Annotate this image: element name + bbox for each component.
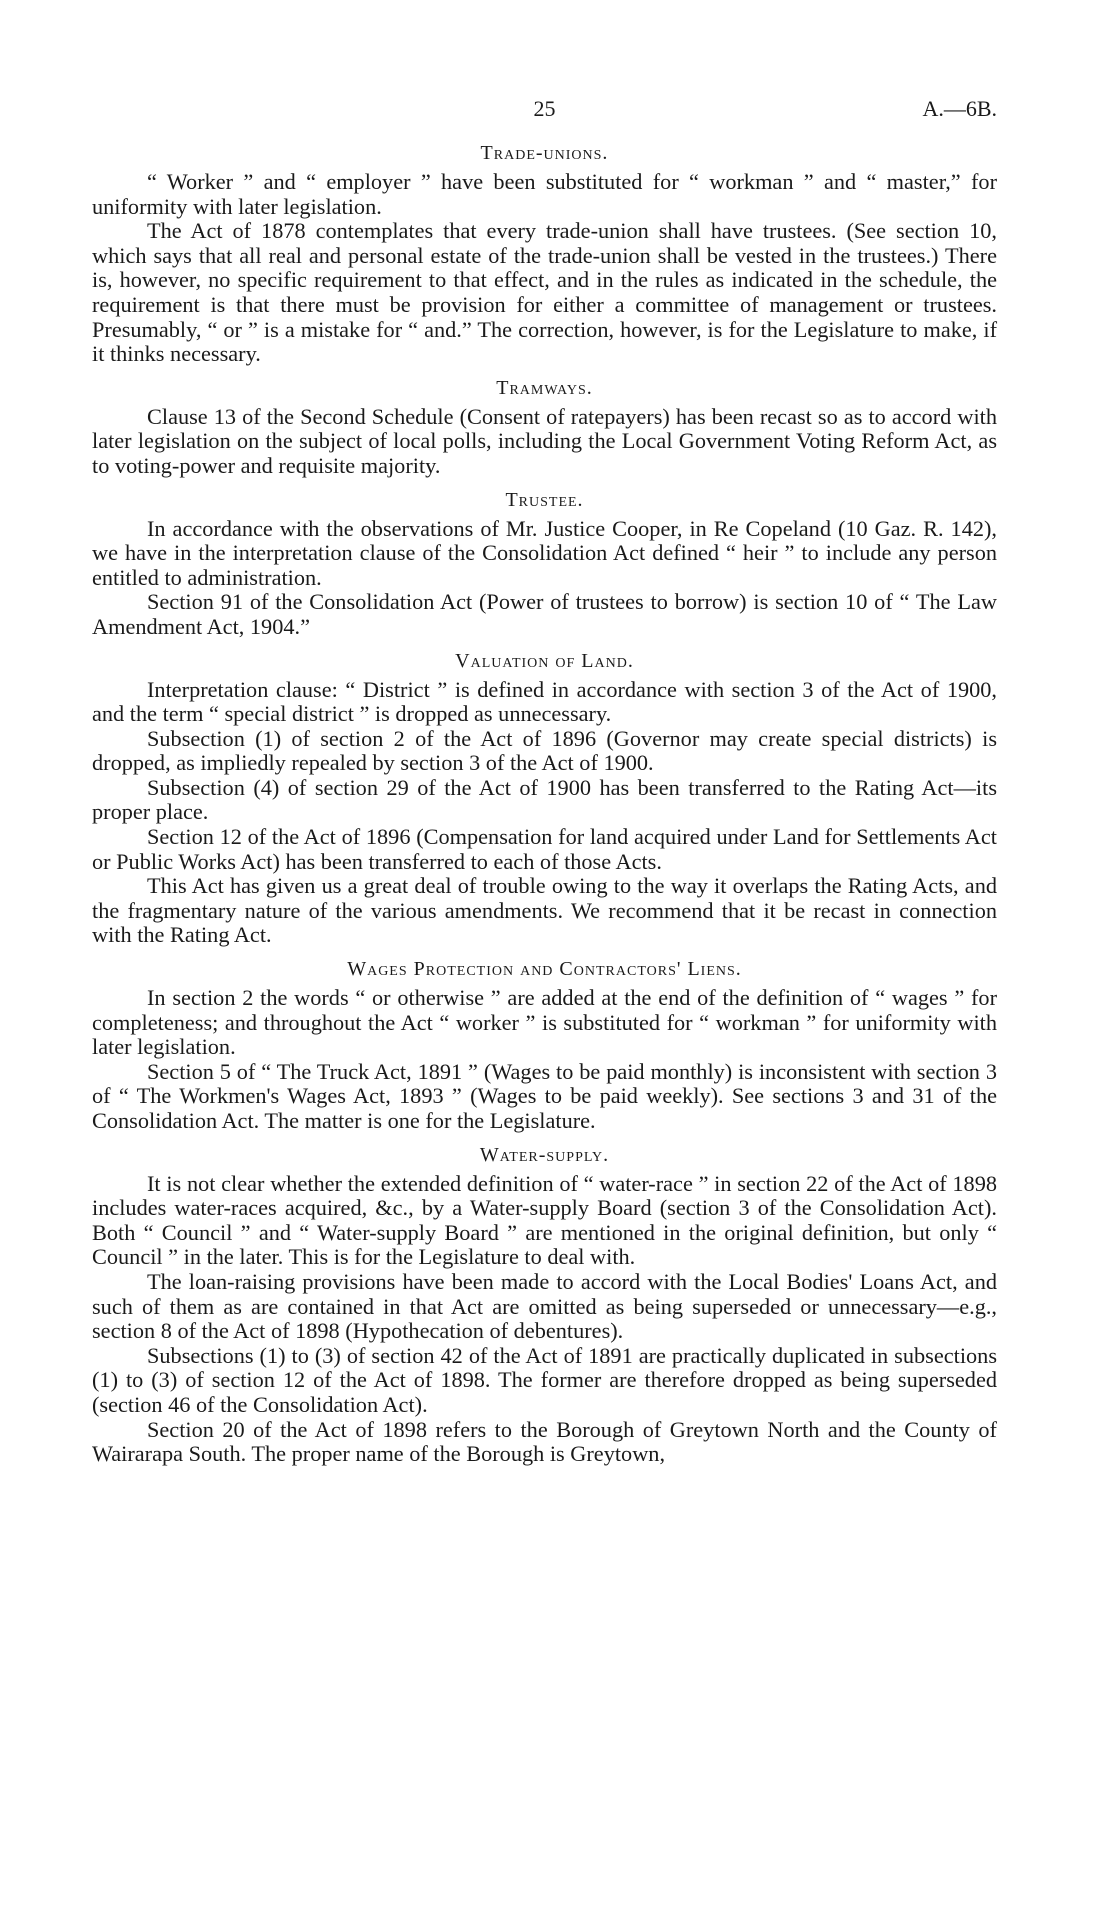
document-page: [92, 96, 997, 1467]
section-heading: Valuation of Land.: [455, 649, 634, 672]
paragraph: The loan-raising provisions have been made to accord with the Local Bodies' Loans Act, and such of them as are contained in that Act are omitted as being superseded or unnecessary—e.g., section 8 of the Act of 1898 (Hypothecation of debentures).: [92, 1268, 997, 1344]
section-water-supply: [92, 1142, 997, 1467]
paragraph: This Act has given us a great deal of trouble owing to the way it overlaps the Rating Acts, and the fragmentary nature of the various amendments. We recommend that it be recast in connection with the Rating Act.: [92, 873, 997, 948]
paragraph: The Act of 1878 contemplates that every trade-union shall have trustees. (See section 10, which says that all real and personal estate of the trade-union shall be vested in the trustees.) There is, however, no specific requirement to that effect, and in the rules as indicated in the schedule, the requirement is that there must be provision for either a committee of management or trustees. Presumably, “ or ” is a mistake for “ and.” The correction, however, is for the Legislature to make, if it thinks necessary.: [92, 218, 997, 367]
paragraph: Section 12 of the Act of 1896 (Compensation for land acquired under Land for Settlements Act or Public Works Act) has been transferred to each of those Acts.: [92, 824, 997, 874]
paragraph: In section 2 the words “ or otherwise ” are added at the end of the definition of “ wages ” for completeness; and throughout the Act “ worker ” is substituted for “ workman ” for uniformity with later legislation.: [92, 985, 997, 1060]
paragraph: Subsection (1) of section 2 of the Act of 1896 (Governor may create special districts) is dropped, as impliedly repealed by section 3 of the Act of 1900.: [92, 725, 997, 776]
paragraph: Subsections (1) to (3) of section 42 of the Act of 1891 are practically duplicated in subsections (1) to (3) of section 12 of the Act of 1898. The former are therefore dropped as being superseded (section 46 of the Consolidation Act).: [92, 1342, 997, 1417]
paragraph: Section 20 of the Act of 1898 refers to the Borough of Greytown North and the County of Wairarapa South. The proper name of the Borough is Greytown,: [92, 1416, 997, 1467]
section-valuation-of-land: [92, 648, 997, 949]
section-heading: Tramways.: [496, 376, 593, 399]
paragraph: Clause 13 of the Second Schedule (Consent of ratepayers) has been recast so as to accord with later legislation on the subject of local polls, including the Local Government Voting Reform Act, as to voting-power and requisite majority.: [92, 403, 997, 478]
section-wages-protection: [92, 956, 997, 1134]
section-heading: Trade-unions.: [480, 142, 609, 164]
paragraph: In accordance with the observations of Mr. Justice Cooper, in Re Copeland (10 Gaz. R. 142), we have in the interpretation clause of the Consolidation Act defined “ heir ” to include any person entitled to administration.: [92, 515, 997, 590]
section-heading: Water-supply.: [479, 1143, 610, 1166]
section-heading: Trustee.: [505, 488, 584, 511]
paragraph: “ Worker ” and “ employer ” have been substituted for “ workman ” and “ master,” for uniformity with later legislation.: [92, 169, 997, 219]
page-number: 25: [533, 96, 556, 121]
section-trade-unions: [92, 140, 997, 367]
document-reference: A.—6B.: [922, 96, 997, 121]
paragraph: Section 5 of “ The Truck Act, 1891 ” (Wages to be paid monthly) is inconsistent with section 3 of “ The Workmen's Wages Act, 1893 ” (Wages to be paid weekly). See sections 3 and 31 of the Consolidation Act. The matter is one for the Legislature.: [92, 1058, 997, 1133]
section-tramways: [92, 375, 997, 479]
section-heading: Wages Protection and Contractors' Liens.: [347, 958, 742, 981]
paragraph: Section 91 of the Consolidation Act (Power of trustees to borrow) is section 10 of “ The Law Amendment Act, 1904.”: [92, 589, 997, 639]
paragraph: Subsection (4) of section 29 of the Act of 1900 has been transferred to the Rating Act—its proper place.: [92, 774, 997, 825]
section-trustee: [92, 487, 997, 640]
paragraph: It is not clear whether the extended definition of “ water-race ” in section 22 of the Act of 1898 includes water-races acquired, &c., by a Water-supply Board (section 3 of the Consolidation Act). Both “ Council ” and “ Water-supply Board ” are mentioned in the original definition, but only “ Council ” in the later. This is for the Legislature to deal with.: [92, 1170, 997, 1270]
page-header: [92, 96, 997, 132]
paragraph: Interpretation clause: “ District ” is defined in accordance with section 3 of the Act of 1900, and the term “ special district ” is dropped as unnecessary.: [92, 676, 997, 727]
